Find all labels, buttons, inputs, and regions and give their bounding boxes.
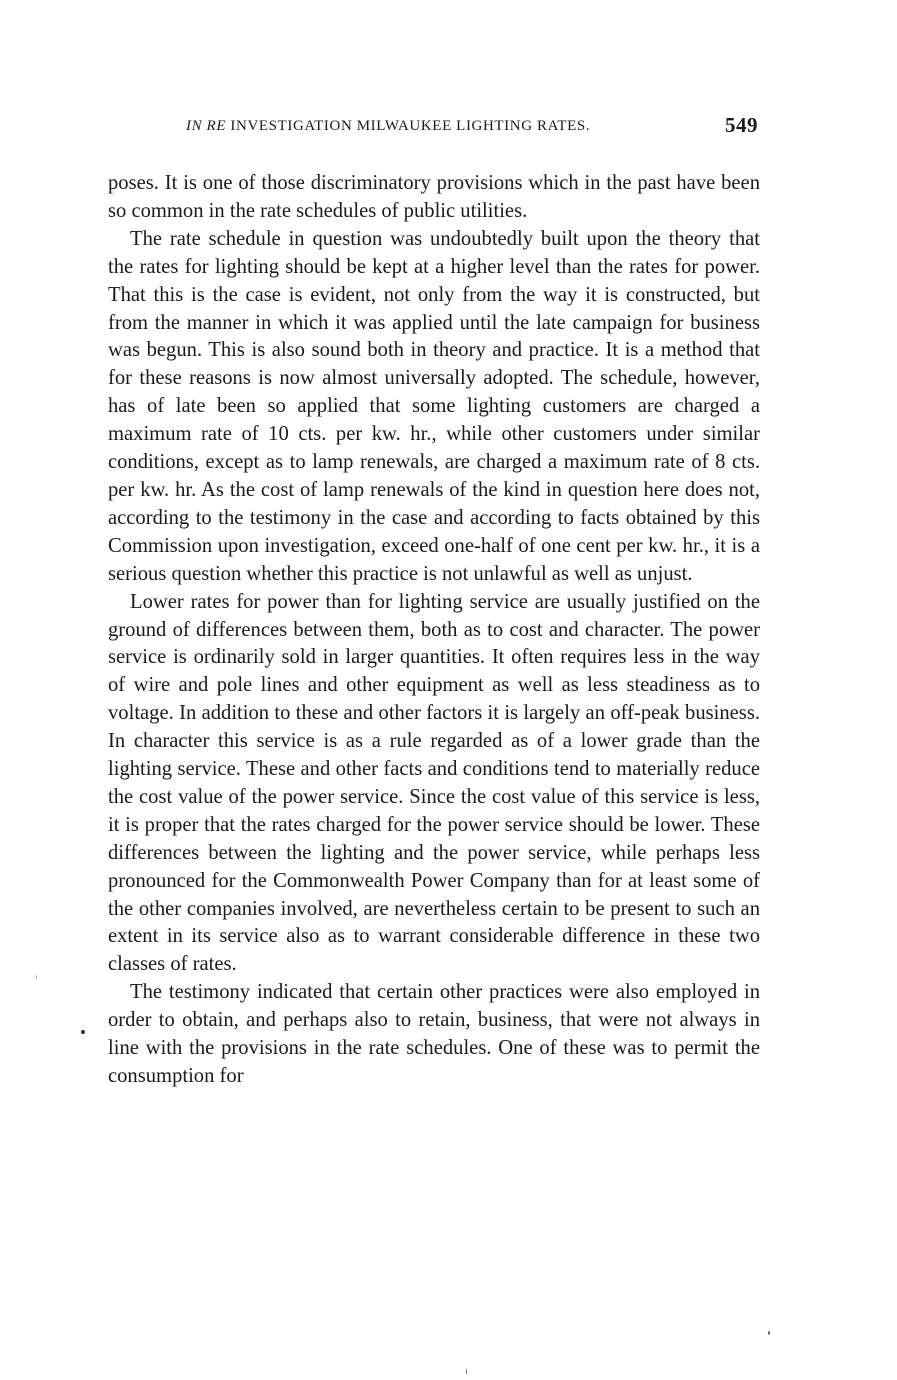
scan-speck [81,1030,85,1034]
scan-speck [768,1331,770,1335]
paragraph-1: poses. It is one of those discriminatory provisions which in the past have been so common in the rate schedules of public utilities. [108,172,760,222]
paragraph-4: The testimony indicated that certain other practices were also employed in order to obtain, and perhaps also to retain, business, that were not always in line with the provisions in the rate schedules. One of these was to permit the consumption for [108,981,760,1087]
scan-speck [36,975,37,979]
running-title-italic: IN RE [186,118,227,134]
page-number: 549 [725,113,758,137]
paragraph-3: Lower rates for power than for lighting service are usually justified on the ground of differences between them, both as to cost and character. The power service is ordinarily sold in larger quantities. It often requires less in the way of wire and pole lines and other equipment as well as less steadiness as to voltage. In addition to these and other factors it is largely an off-peak business. In character this service is as a rule regarded as of a lower grade than the lighting service. These and other facts and conditions tend to materially reduce the cost value of the power service. Since the cost value of this service is less, it is proper that the rates charged for the power service should be lower. These differences between the lighting and the power service, while perhaps less pronounced for the Commonwealth Power Company than for at least some of the other companies involved, are nevertheless certain to be present to such an extent in its service also as to warrant considerable difference in these two classes of rates. [108,590,760,976]
scan-speck [466,1369,467,1374]
body-text [108,170,760,1091]
running-head [108,113,760,142]
running-title [186,118,590,135]
running-title-rest: INVESTIGATION MILWAUKEE LIGHTING RATES. [226,118,591,134]
paragraph-2: The rate schedule in question was undoubtedly built upon the theory that the rates for lighting should be kept at a higher level than the rates for power. That this is the case is evident, not only from the way it is constructed, but from the manner in which it was applied until the late campaign for business was begun. This is also sound both in theory and practice. It is a method that for these reasons is now almost universally adopted. The schedule, however, has of late been so applied that some lighting customers are charged a maximum rate of 10 cts. per kw. hr., while other customers under similar conditions, except as to lamp renewals, are charged a maximum rate of 8 cts. per kw. hr. As the cost of lamp renewals of the kind in question here does not, according to the testimony in the case and according to facts obtained by this Commission upon investigation, exceed one-half of one cent per kw. hr., it is a serious question whether this practice is not unlawful as well as unjust. [108,227,760,585]
